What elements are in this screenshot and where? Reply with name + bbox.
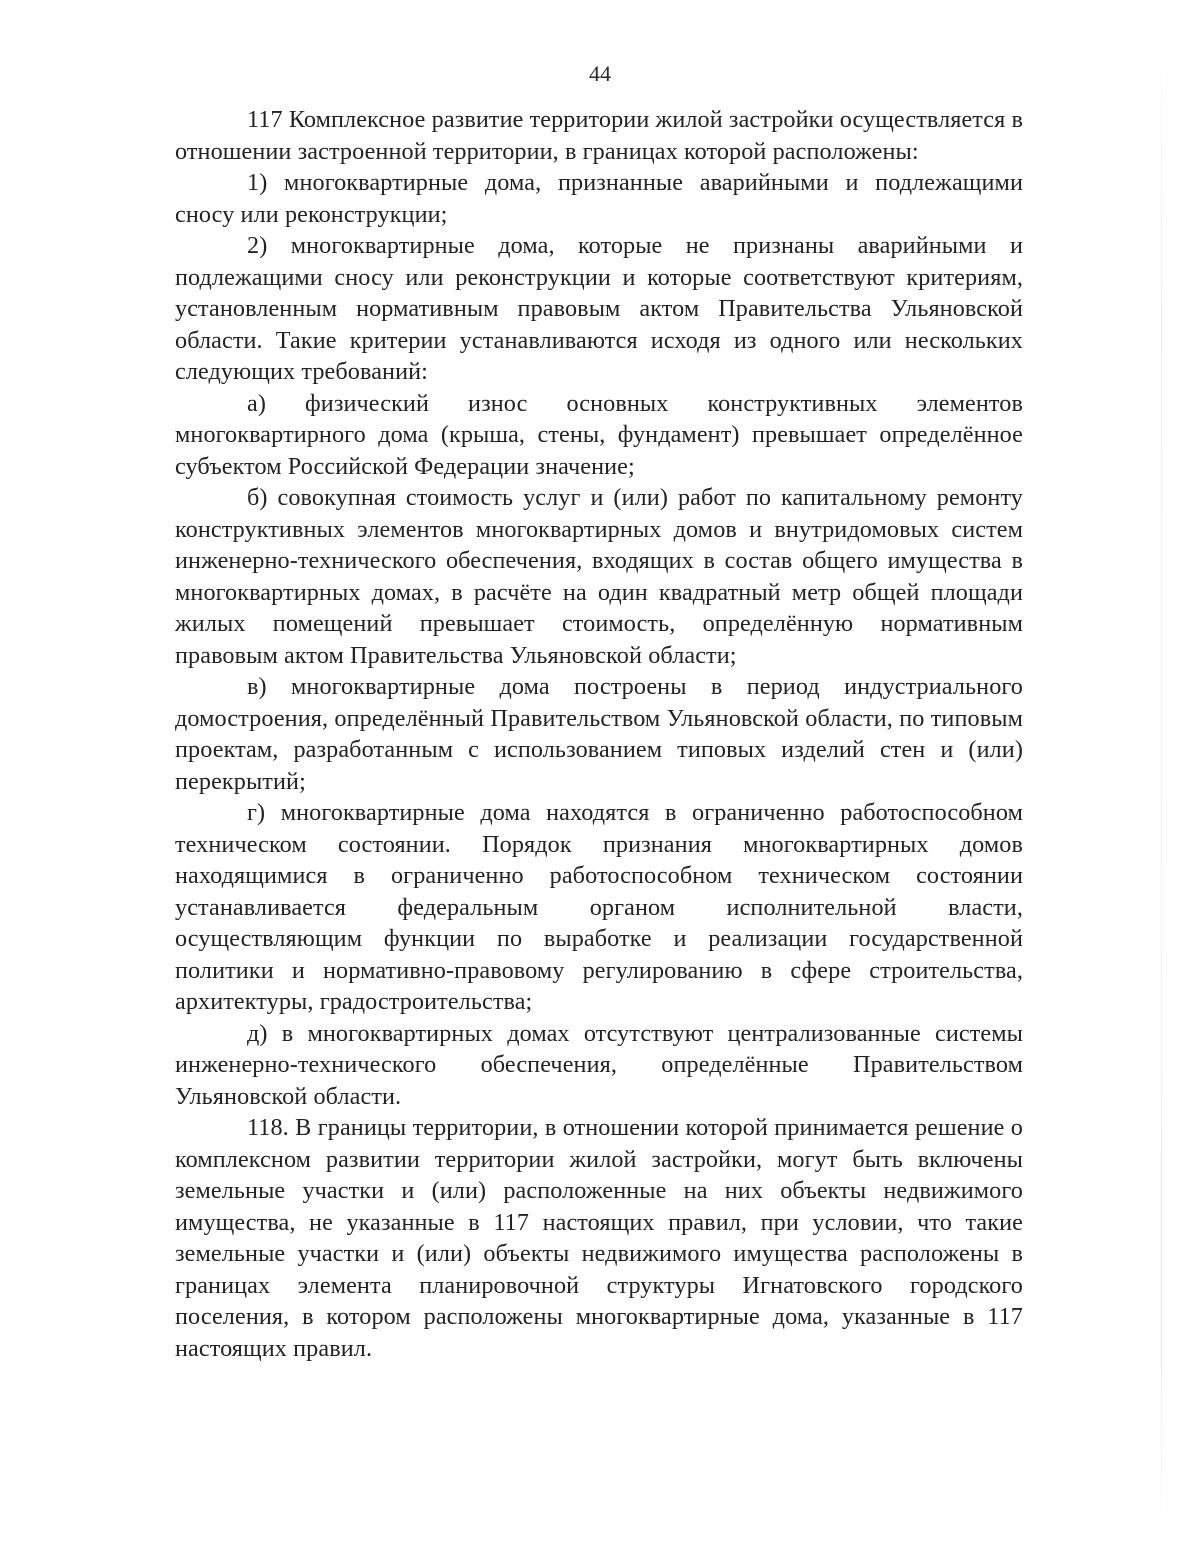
- page-number: 44: [589, 61, 611, 86]
- list-item-1: 1) многоквартирные дома, признанные аварийными и подлежащими сносу или реконструкции;: [175, 169, 1023, 228]
- criterion-v: в) многоквартирные дома построены в период индустриального домостроения, определённый Правительством Ульяновской области, по типовым проектам, разработанным с использованием типовых изделий стен и (или) перекрытий;: [175, 673, 1023, 795]
- document-body: [175, 104, 1023, 1364]
- paragraph-117-intro: 117 Комплексное развитие территории жилой застройки осуществляется в отношении застроенной территории, в границах которой расположены:: [175, 106, 1023, 165]
- criterion-d: д) в многоквартирных домах отсутствуют централизованные системы инженерно-технического обеспечения, определённые Правительством Ульяновской области.: [175, 1019, 1023, 1110]
- scan-edge-line: [1161, 0, 1162, 1553]
- criterion-a: а) физический износ основных конструктивных элементов многоквартирного дома (крыша, стены, фундамент) превышает определённое субъектом Российской Федерации значение;: [175, 389, 1023, 480]
- paragraph-118: 118. В границы территории, в отношении которой принимается решение о комплексном развитии территории жилой застройки, могут быть включены земельные участки и (или) расположенные на них объекты недвижимого имущества, не указанные в 117 настоящих правил, при условии, что такие земельные участки и (или) объекты недвижимого имущества расположены в границах элемента планировочной структуры Игнатовского городского поселения, в котором расположены многоквартирные дома, указанные в 117 настоящих правил.: [175, 1114, 1023, 1362]
- list-item-2: 2) многоквартирные дома, которые не признаны аварийными и подлежащими сносу или реконструкции и которые соответствуют критериям, установленным нормативным правовым актом Правительства Ульяновской области. Такие критерии устанавливаются исходя из одного или нескольких следующих требований:: [175, 232, 1023, 385]
- criterion-g: г) многоквартирные дома находятся в ограниченно работоспособном техническом состоянии. Порядок признания многоквартирных домов находящимися в ограниченно работоспособном техническом состоянии устанавливается федеральным органом исполнительной власти, осуществляющим функции по выработке и реализации государственной политики и нормативно-правовому регулированию в сфере строительства, архитектуры, градостроительства;: [175, 799, 1023, 1015]
- criterion-b: б) совокупная стоимость услуг и (или) работ по капитальному ремонту конструктивных элементов многоквартирных домов и внутридомовых систем инженерно-технического обеспечения, входящих в состав общего имущества в многоквартирных домах, в расчёте на один квадратный метр общей площади жилых помещений превышает стоимость, определённую нормативным правовым актом Правительства Ульяновской области;: [175, 484, 1023, 669]
